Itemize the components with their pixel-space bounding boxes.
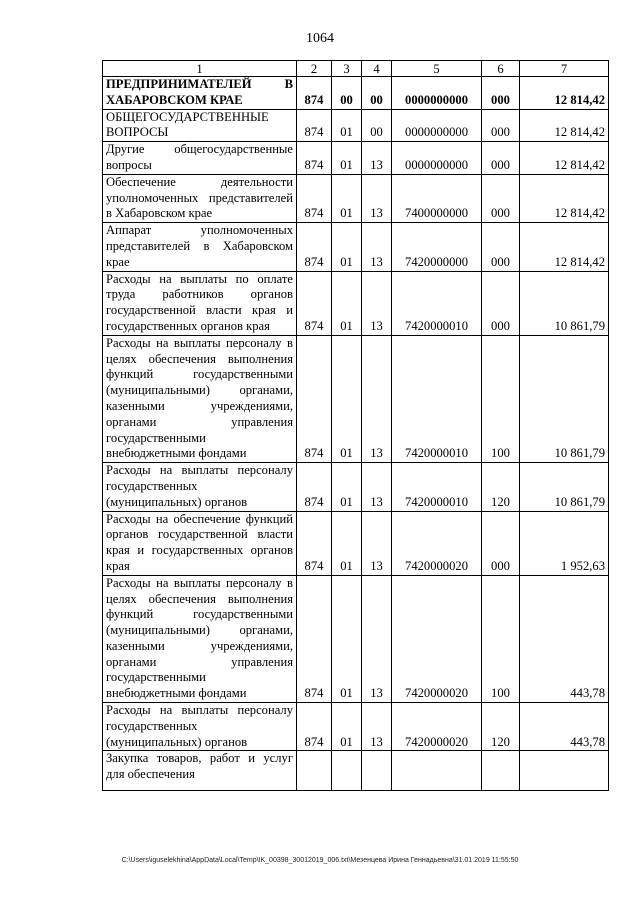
section-cell: 01 xyxy=(332,575,362,702)
row-name-cell xyxy=(103,511,297,575)
subsection-cell xyxy=(362,751,392,791)
amount-cell: 12 814,42 xyxy=(520,142,609,175)
row-name-text: Расходы на выплаты по оплате труда работников органов государственной власти края и государственных органов края xyxy=(106,271,293,333)
page-number: 1064 xyxy=(306,31,334,46)
row-name-text: Расходы на выплаты персоналу государственных (муниципальных) органов xyxy=(106,703,293,749)
file-path-footer: C:\Users\iguselekhina\AppData\Local\Temp\IK_00398_30012019_006.txt\Мезенцева Ирина Геннадьевна\31.01.2019 11:55:50 xyxy=(121,857,519,864)
expense-type-cell: 120 xyxy=(482,703,520,751)
target-article-cell: 7420000010 xyxy=(392,335,482,462)
admin-code-cell: 874 xyxy=(297,463,332,511)
row-name-cell xyxy=(103,751,297,791)
expense-type-cell: 000 xyxy=(482,271,520,335)
table-row xyxy=(103,174,609,222)
table-row xyxy=(103,575,609,702)
subsection-cell: 13 xyxy=(362,271,392,335)
row-name-text: Расходы на выплаты персоналу в целях обеспечения выполнения функций государственными (муниципальными) органами, казенными учреждениями, органами управления государственными внебюджетными фондами xyxy=(106,575,293,701)
amount-cell xyxy=(520,751,609,791)
section-cell: 01 xyxy=(332,703,362,751)
table-row xyxy=(103,142,609,175)
section-cell: 01 xyxy=(332,463,362,511)
amount-cell: 12 814,42 xyxy=(520,174,609,222)
table-row xyxy=(103,511,609,575)
expense-type-cell: 000 xyxy=(482,511,520,575)
row-name-cell xyxy=(103,271,297,335)
admin-code-cell: 874 xyxy=(297,335,332,462)
target-article-cell: 7420000020 xyxy=(392,703,482,751)
expense-type-cell: 000 xyxy=(482,109,520,142)
row-name-text: Расходы на обеспечение функций органов государственной власти края и государственных органов края xyxy=(106,511,293,573)
amount-cell: 10 861,79 xyxy=(520,271,609,335)
expense-type-cell: 100 xyxy=(482,575,520,702)
subsection-cell: 13 xyxy=(362,174,392,222)
admin-code-cell: 874 xyxy=(297,271,332,335)
row-name-cell xyxy=(103,703,297,751)
subsection-cell: 13 xyxy=(362,575,392,702)
target-article-cell: 0000000000 xyxy=(392,142,482,175)
section-cell: 01 xyxy=(332,109,362,142)
amount-cell: 1 952,63 xyxy=(520,511,609,575)
expense-type-cell: 000 xyxy=(482,223,520,271)
row-name-text: Другие общегосударственные вопросы xyxy=(106,142,293,172)
subsection-cell: 13 xyxy=(362,335,392,462)
subsection-cell: 13 xyxy=(362,511,392,575)
row-name-text: Расходы на выплаты персоналу в целях обеспечения выполнения функций государственными (муниципальными) органами, казенными учреждениями, органами управления государственными внебюджетными фондами xyxy=(106,335,293,461)
section-cell: 01 xyxy=(332,174,362,222)
header-cell: 3 xyxy=(332,61,362,77)
admin-code-cell: 874 xyxy=(297,575,332,702)
section-cell: 00 xyxy=(332,77,362,110)
expense-type-cell xyxy=(482,751,520,791)
subsection-cell: 00 xyxy=(362,77,392,110)
section-cell: 01 xyxy=(332,271,362,335)
admin-code-cell xyxy=(297,751,332,791)
admin-code-cell: 874 xyxy=(297,511,332,575)
target-article-cell xyxy=(392,751,482,791)
row-name-text: ОБЩЕГОСУДАРСТВЕННЫЕ ВОПРОСЫ xyxy=(106,109,269,140)
amount-cell: 10 861,79 xyxy=(520,335,609,462)
amount-cell: 443,78 xyxy=(520,703,609,751)
row-name-cell xyxy=(103,77,297,110)
section-cell: 01 xyxy=(332,142,362,175)
row-name-cell xyxy=(103,109,297,142)
row-name-cell xyxy=(103,142,297,175)
row-name-text: ПРЕДПРИНИМАТЕЛЕЙ В ХАБАРОВСКОМ КРАЕ xyxy=(106,77,293,107)
amount-cell: 12 814,42 xyxy=(520,223,609,271)
expense-type-cell: 120 xyxy=(482,463,520,511)
amount-cell: 10 861,79 xyxy=(520,463,609,511)
table-row xyxy=(103,463,609,511)
target-article-cell: 7400000000 xyxy=(392,174,482,222)
table-header-row xyxy=(103,61,609,77)
header-cell: 6 xyxy=(482,61,520,77)
row-name-cell xyxy=(103,575,297,702)
amount-cell: 443,78 xyxy=(520,575,609,702)
expense-type-cell: 000 xyxy=(482,77,520,110)
section-cell: 01 xyxy=(332,223,362,271)
amount-cell: 12 814,42 xyxy=(520,109,609,142)
expense-type-cell: 000 xyxy=(482,142,520,175)
section-cell xyxy=(332,751,362,791)
target-article-cell: 0000000000 xyxy=(392,109,482,142)
row-name-cell xyxy=(103,335,297,462)
amount-cell: 12 814,42 xyxy=(520,77,609,110)
admin-code-cell: 874 xyxy=(297,703,332,751)
row-name-cell xyxy=(103,463,297,511)
table-row xyxy=(103,335,609,462)
admin-code-cell: 874 xyxy=(297,109,332,142)
budget-table xyxy=(102,60,609,791)
subsection-cell: 13 xyxy=(362,142,392,175)
expense-type-cell: 000 xyxy=(482,174,520,222)
subsection-cell: 13 xyxy=(362,463,392,511)
header-cell: 2 xyxy=(297,61,332,77)
header-cell: 7 xyxy=(520,61,609,77)
row-name-text: Обеспечение деятельности уполномоченных представителей в Хабаровском крае xyxy=(106,174,293,221)
target-article-cell: 7420000010 xyxy=(392,271,482,335)
target-article-cell: 0000000000 xyxy=(392,77,482,110)
table-row xyxy=(103,271,609,335)
table-row xyxy=(103,751,609,791)
header-cell: 1 xyxy=(103,61,297,77)
admin-code-cell: 874 xyxy=(297,142,332,175)
row-name-cell xyxy=(103,223,297,271)
row-name-text: Аппарат уполномоченных представителей в Хабаровском крае xyxy=(106,223,293,269)
table-row xyxy=(103,77,609,110)
header-cell: 4 xyxy=(362,61,392,77)
table-row xyxy=(103,223,609,271)
target-article-cell: 7420000010 xyxy=(392,463,482,511)
admin-code-cell: 874 xyxy=(297,77,332,110)
row-name-cell xyxy=(103,174,297,222)
section-cell: 01 xyxy=(332,335,362,462)
target-article-cell: 7420000020 xyxy=(392,575,482,702)
header-cell: 5 xyxy=(392,61,482,77)
section-cell: 01 xyxy=(332,511,362,575)
target-article-cell: 7420000020 xyxy=(392,511,482,575)
admin-code-cell: 874 xyxy=(297,174,332,222)
admin-code-cell: 874 xyxy=(297,223,332,271)
row-name-text: Закупка товаров, работ и услуг для обеспечения xyxy=(106,751,293,782)
subsection-cell: 00 xyxy=(362,109,392,142)
subsection-cell: 13 xyxy=(362,223,392,271)
expense-type-cell: 100 xyxy=(482,335,520,462)
table-row xyxy=(103,703,609,751)
target-article-cell: 7420000000 xyxy=(392,223,482,271)
table-row xyxy=(103,109,609,142)
subsection-cell: 13 xyxy=(362,703,392,751)
row-name-text: Расходы на выплаты персоналу государственных (муниципальных) органов xyxy=(106,463,293,509)
